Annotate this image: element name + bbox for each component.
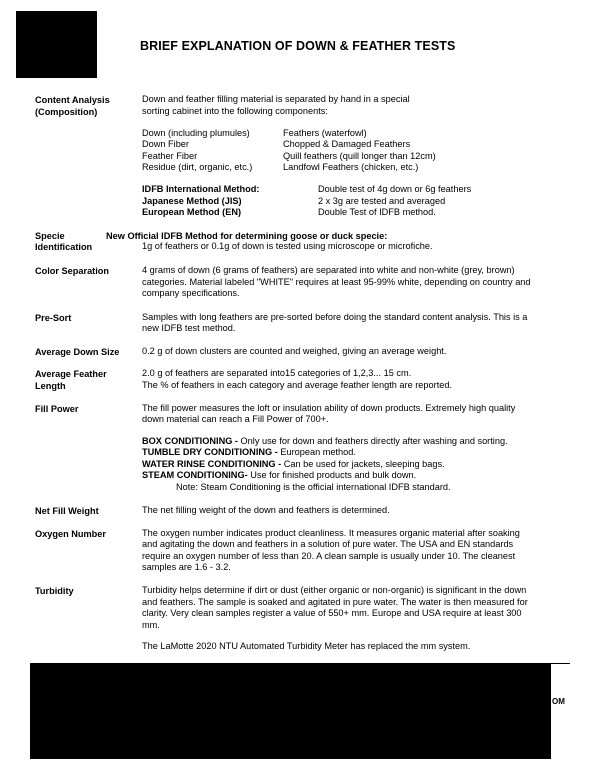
oxygen-number-line: samples are 1.6 - 3.2.	[142, 562, 231, 572]
page-title: BRIEF EXPLANATION OF DOWN & FEATHER TESTS	[140, 39, 456, 53]
average-down-size-label: Average Down Size	[35, 347, 120, 357]
fill-power-line: down material can reach a Fill Power of 700+.	[142, 414, 329, 424]
average-feather-line: The % of feathers in each category and average feather length are reported.	[142, 380, 453, 390]
conditioning-name: TUMBLE DRY CONDITIONING -	[142, 447, 281, 457]
conditioning-desc: Only use for down and feathers directly after washing and sorting.	[240, 436, 508, 446]
length-label: Length	[35, 381, 66, 391]
conditioning-line	[142, 436, 567, 447]
method-name: European Method (EN)	[142, 207, 242, 217]
oxygen-number-label: Oxygen Number	[35, 529, 106, 539]
average-feather-line: 2.0 g of feathers are separated into15 categories of 1,2,3... 15 cm.	[142, 368, 412, 378]
content-analysis-intro-line-1: Down and feather filling material is separated by hand in a special	[142, 94, 410, 104]
steam-conditioning-note: Note: Steam Conditioning is the official international IDFB standard.	[176, 482, 451, 492]
component-right: Landfowl Feathers (chicken, etc.)	[283, 162, 419, 172]
net-fill-weight-label: Net Fill Weight	[35, 506, 99, 516]
oxygen-number-line: The oxygen number indicates product cleanliness. It measures organic material after soaking	[142, 528, 520, 538]
conditioning-name: WATER RINSE CONDITIONING -	[142, 459, 284, 469]
method-description: Double test of 4g down or 6g feathers	[318, 184, 472, 194]
content-analysis-label: Content Analysis	[35, 95, 110, 105]
fill-power-line: The fill power measures the loft or insulation ability of down products. Extremely high quality	[142, 403, 516, 413]
conditioning-desc: Can be used for jackets, sleeping bags.	[283, 459, 445, 469]
conditioning-name: BOX CONDITIONING -	[142, 436, 241, 446]
conditioning-line	[142, 470, 567, 481]
pre-sort-label: Pre-Sort	[35, 313, 72, 323]
method-name: Japanese Method (JIS)	[142, 196, 242, 206]
identification-label: Identification	[35, 242, 93, 252]
turbidity-label: Turbidity	[35, 586, 74, 596]
component-left: Down Fiber	[142, 139, 189, 149]
turbidity-footnote: The LaMotte 2020 NTU Automated Turbidity Meter has replaced the mm system.	[142, 641, 471, 651]
content-analysis-intro-line-2: sorting cabinet into the following components:	[142, 106, 328, 116]
color-separation-line: 4 grams of down (6 grams of feathers) are separated into white and non-white (grey, brown)	[142, 265, 515, 275]
pre-sort-line: Samples with long feathers are pre-sorted before doing the standard content analysis. This is a	[142, 312, 528, 322]
color-separation-line: categories. Material labeled "WHITE" requires at least 95-99% white, depending on country and	[142, 277, 531, 287]
method-name: IDFB International Method:	[142, 184, 260, 194]
fill-power-label: Fill Power	[35, 404, 79, 414]
component-right: Quill feathers (quill longer than 12cm)	[283, 151, 436, 161]
component-right: Feathers (waterfowl)	[283, 128, 367, 138]
specie-heading: New Official IDFB Method for determining goose or duck specie:	[106, 231, 388, 241]
oxygen-number-line: require an oxygen number of less than 20. A clean sample is usually under 10. The cleanest	[142, 551, 516, 561]
content-analysis-sublabel: (Composition)	[35, 107, 98, 117]
color-separation-label: Color Separation	[35, 266, 110, 276]
specie-text: 1g of feathers or 0.1g of down is tested using microscope or microfiche.	[142, 241, 433, 251]
component-right: Chopped & Damaged Feathers	[283, 139, 411, 149]
conditioning-line	[142, 447, 567, 458]
turbidity-line: and feathers. The sample is soaked and agitated in pure water. The water is then measured for	[142, 597, 528, 607]
component-left: Down (including plumules)	[142, 128, 250, 138]
average-feather-label: Average Feather	[35, 369, 107, 379]
net-fill-weight-text: The net filling weight of the down and feathers is determined.	[142, 505, 390, 515]
conditioning-name: STEAM CONDITIONING-	[142, 470, 251, 480]
method-description: Double Test of IDFB method.	[318, 207, 436, 217]
footer-redacted-block	[30, 664, 551, 759]
turbidity-line: clarity. Very clean samples register a value of 550+ mm. Europe and USA require at least 300	[142, 608, 522, 618]
turbidity-line: mm.	[142, 620, 160, 630]
logo-redacted-block	[16, 11, 97, 78]
oxygen-number-line: and agitating the down and feathers in a solution of pure water. The USA and EN standards	[142, 539, 514, 549]
average-down-size-text: 0.2 g of down clusters are counted and weighed, giving an average weight.	[142, 346, 447, 356]
conditioning-desc: European method.	[280, 447, 356, 457]
component-left: Feather Fiber	[142, 151, 198, 161]
component-left: Residue (dirt, organic, etc.)	[142, 162, 253, 172]
specie-label: Specie	[35, 231, 65, 241]
method-description: 2 x 3g are tested and averaged	[318, 196, 446, 206]
conditioning-desc: Use for finished products and bulk down.	[250, 470, 417, 480]
footer-visible-text: OM	[552, 697, 565, 706]
pre-sort-line: new IDFB test method.	[142, 323, 236, 333]
conditioning-line	[142, 459, 567, 470]
turbidity-line: Turbidity helps determine if dirt or dust (either organic or non-organic) is significant in the down	[142, 585, 527, 595]
color-separation-line: company specifications.	[142, 288, 240, 298]
